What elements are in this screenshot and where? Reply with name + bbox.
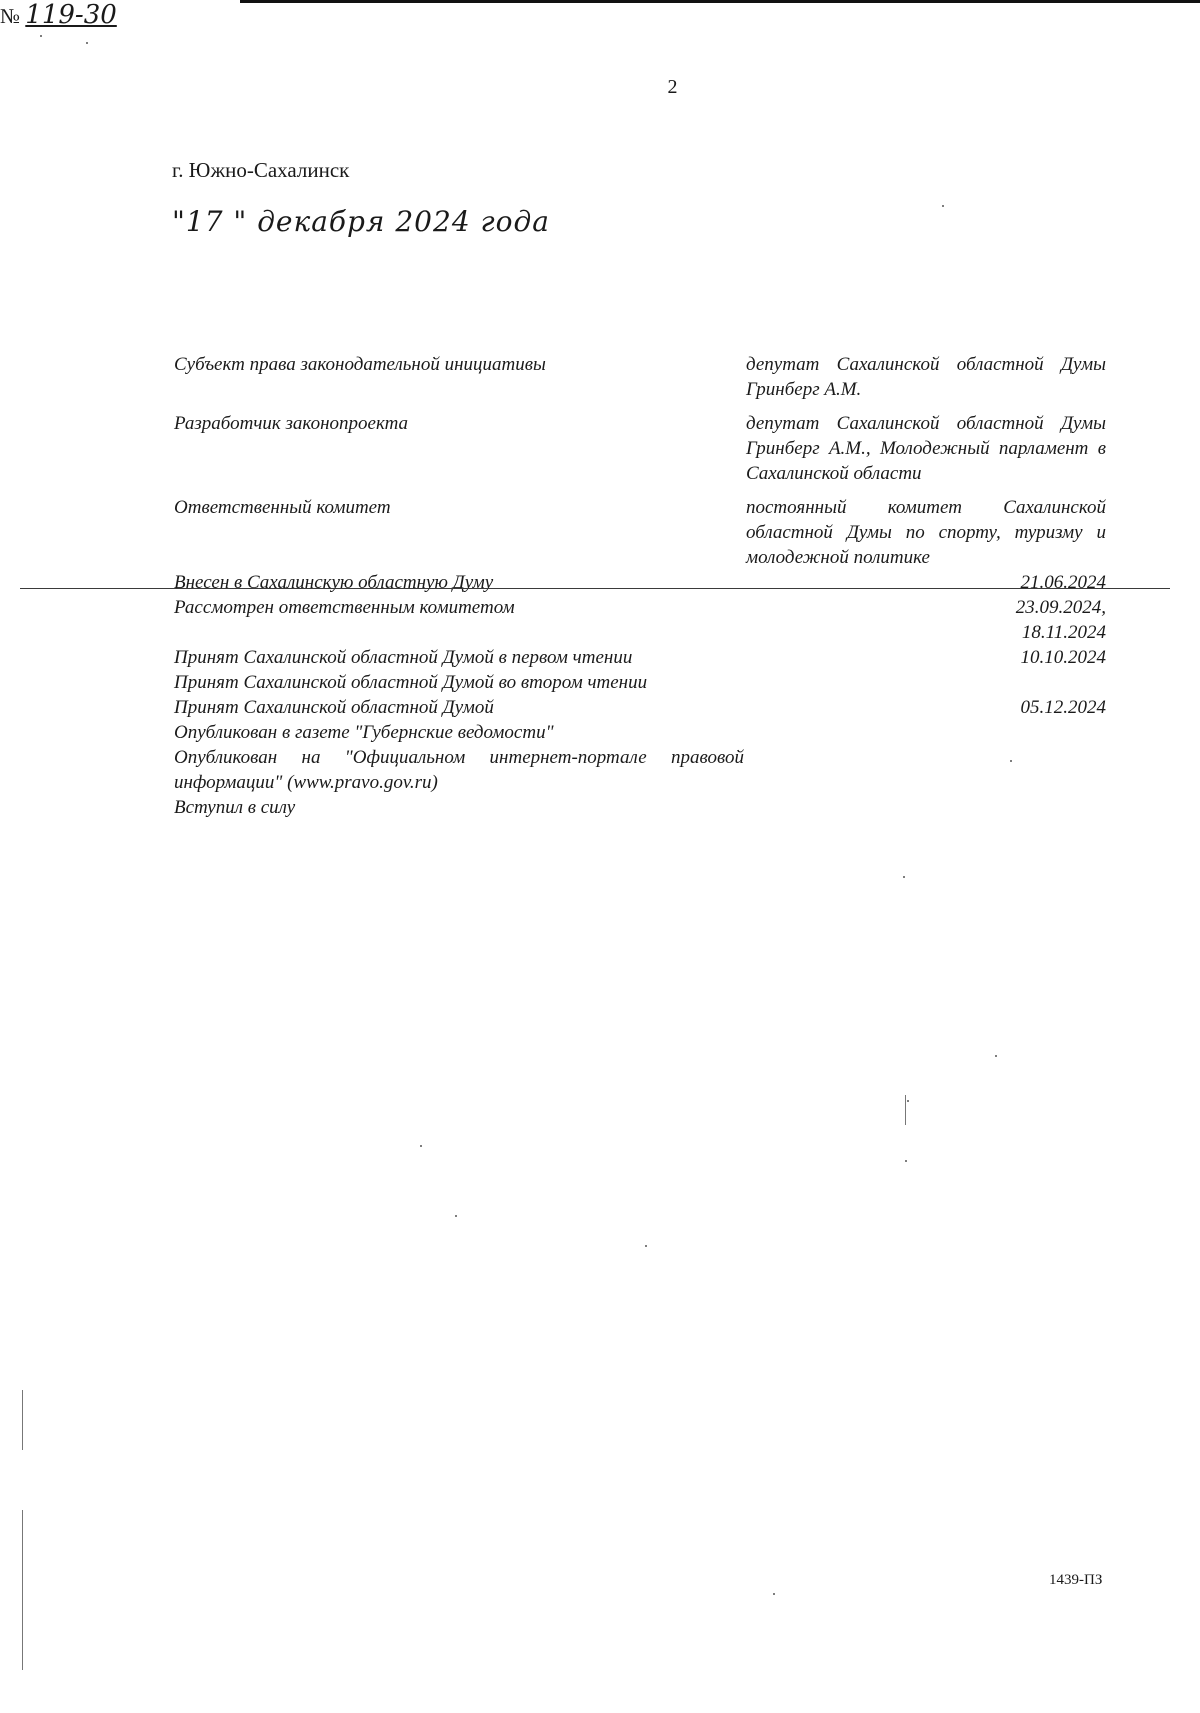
submitted-date: 21.06.2024 (1020, 572, 1106, 593)
scan-speck (645, 1245, 647, 1247)
effective-label: Вступил в силу (174, 797, 296, 818)
city-line: г. Южно-Сахалинск (172, 158, 350, 182)
first-reading-date: 10.10.2024 (1020, 647, 1106, 668)
developer-label: Разработчик законопроекта (174, 413, 409, 434)
scan-edge-mark (22, 1390, 23, 1450)
committee-row (174, 495, 1106, 570)
scan-speck (86, 42, 88, 44)
submitted-row (174, 570, 1106, 595)
scan-speck (773, 1593, 775, 1595)
committee-value: постоянный комитет Сахалинской областной Думы по спорту, туризму и молодежной политике (746, 497, 1106, 568)
page-number: 2 (667, 76, 678, 98)
scan-speck (903, 876, 905, 878)
handwritten-number: 119-30 (25, 0, 117, 30)
number-prefix: № (0, 4, 21, 28)
scan-speck (1010, 760, 1012, 762)
effective-row (174, 795, 1106, 820)
reviewed-date-2: 18.11.2024 (1021, 622, 1106, 643)
committee-label: Ответственный комитет (174, 497, 391, 518)
scan-speck (942, 205, 944, 207)
first-reading-row (174, 645, 1106, 670)
scan-edge-mark (905, 1095, 906, 1125)
scan-edge-mark (22, 1510, 23, 1670)
adopted-row (174, 695, 1106, 720)
reviewed-label: Рассмотрен ответственным комитетом (174, 597, 515, 618)
published-portal-label: Опубликован на "Официальном интернет-портале правовой информации" (www.pravo.gov.ru) (174, 747, 744, 793)
submitted-label: Внесен в Сахалинскую областную Думу (174, 572, 494, 593)
subject-label: Субъект права законодательной инициативы (174, 354, 546, 375)
second-reading-row (174, 670, 1106, 695)
developer-row (174, 411, 1106, 486)
top-border-rule (240, 0, 1200, 3)
scan-speck (905, 1160, 907, 1162)
reviewed-row (174, 595, 1106, 620)
scan-speck (455, 1215, 457, 1217)
adopted-date: 05.12.2024 (1020, 697, 1106, 718)
reviewed-date-1: 23.09.2024, (1015, 597, 1106, 618)
document-number (0, 0, 1200, 30)
scan-speck (40, 35, 42, 37)
subject-value: депутат Сахалинской областной Думы Гринберг А.М. (746, 354, 1106, 400)
strike-through-line (20, 588, 1170, 589)
document-code: 1439-ПЗ (1049, 1572, 1103, 1588)
reviewed-row-2 (174, 620, 1106, 645)
adopted-label: Принят Сахалинской областной Думой (174, 697, 494, 718)
published-newspaper-label: Опубликован в газете "Губернские ведомости" (174, 722, 554, 743)
developer-value: депутат Сахалинской областной Думы Гринберг А.М., Молодежный парламент в Сахалинской области (746, 413, 1106, 484)
second-reading-label: Принят Сахалинской областной Думой во втором чтении (174, 672, 648, 693)
handwritten-date: "17 " декабря 2024 года (172, 205, 550, 238)
published-portal-row (174, 745, 1106, 795)
scan-speck (907, 1100, 909, 1102)
scan-speck (995, 1055, 997, 1057)
published-newspaper-row (174, 720, 1106, 745)
subject-row (174, 352, 1106, 402)
first-reading-label: Принят Сахалинской областной Думой в первом чтении (174, 647, 633, 668)
scan-speck (420, 1145, 422, 1147)
bill-info-table (174, 352, 1106, 820)
